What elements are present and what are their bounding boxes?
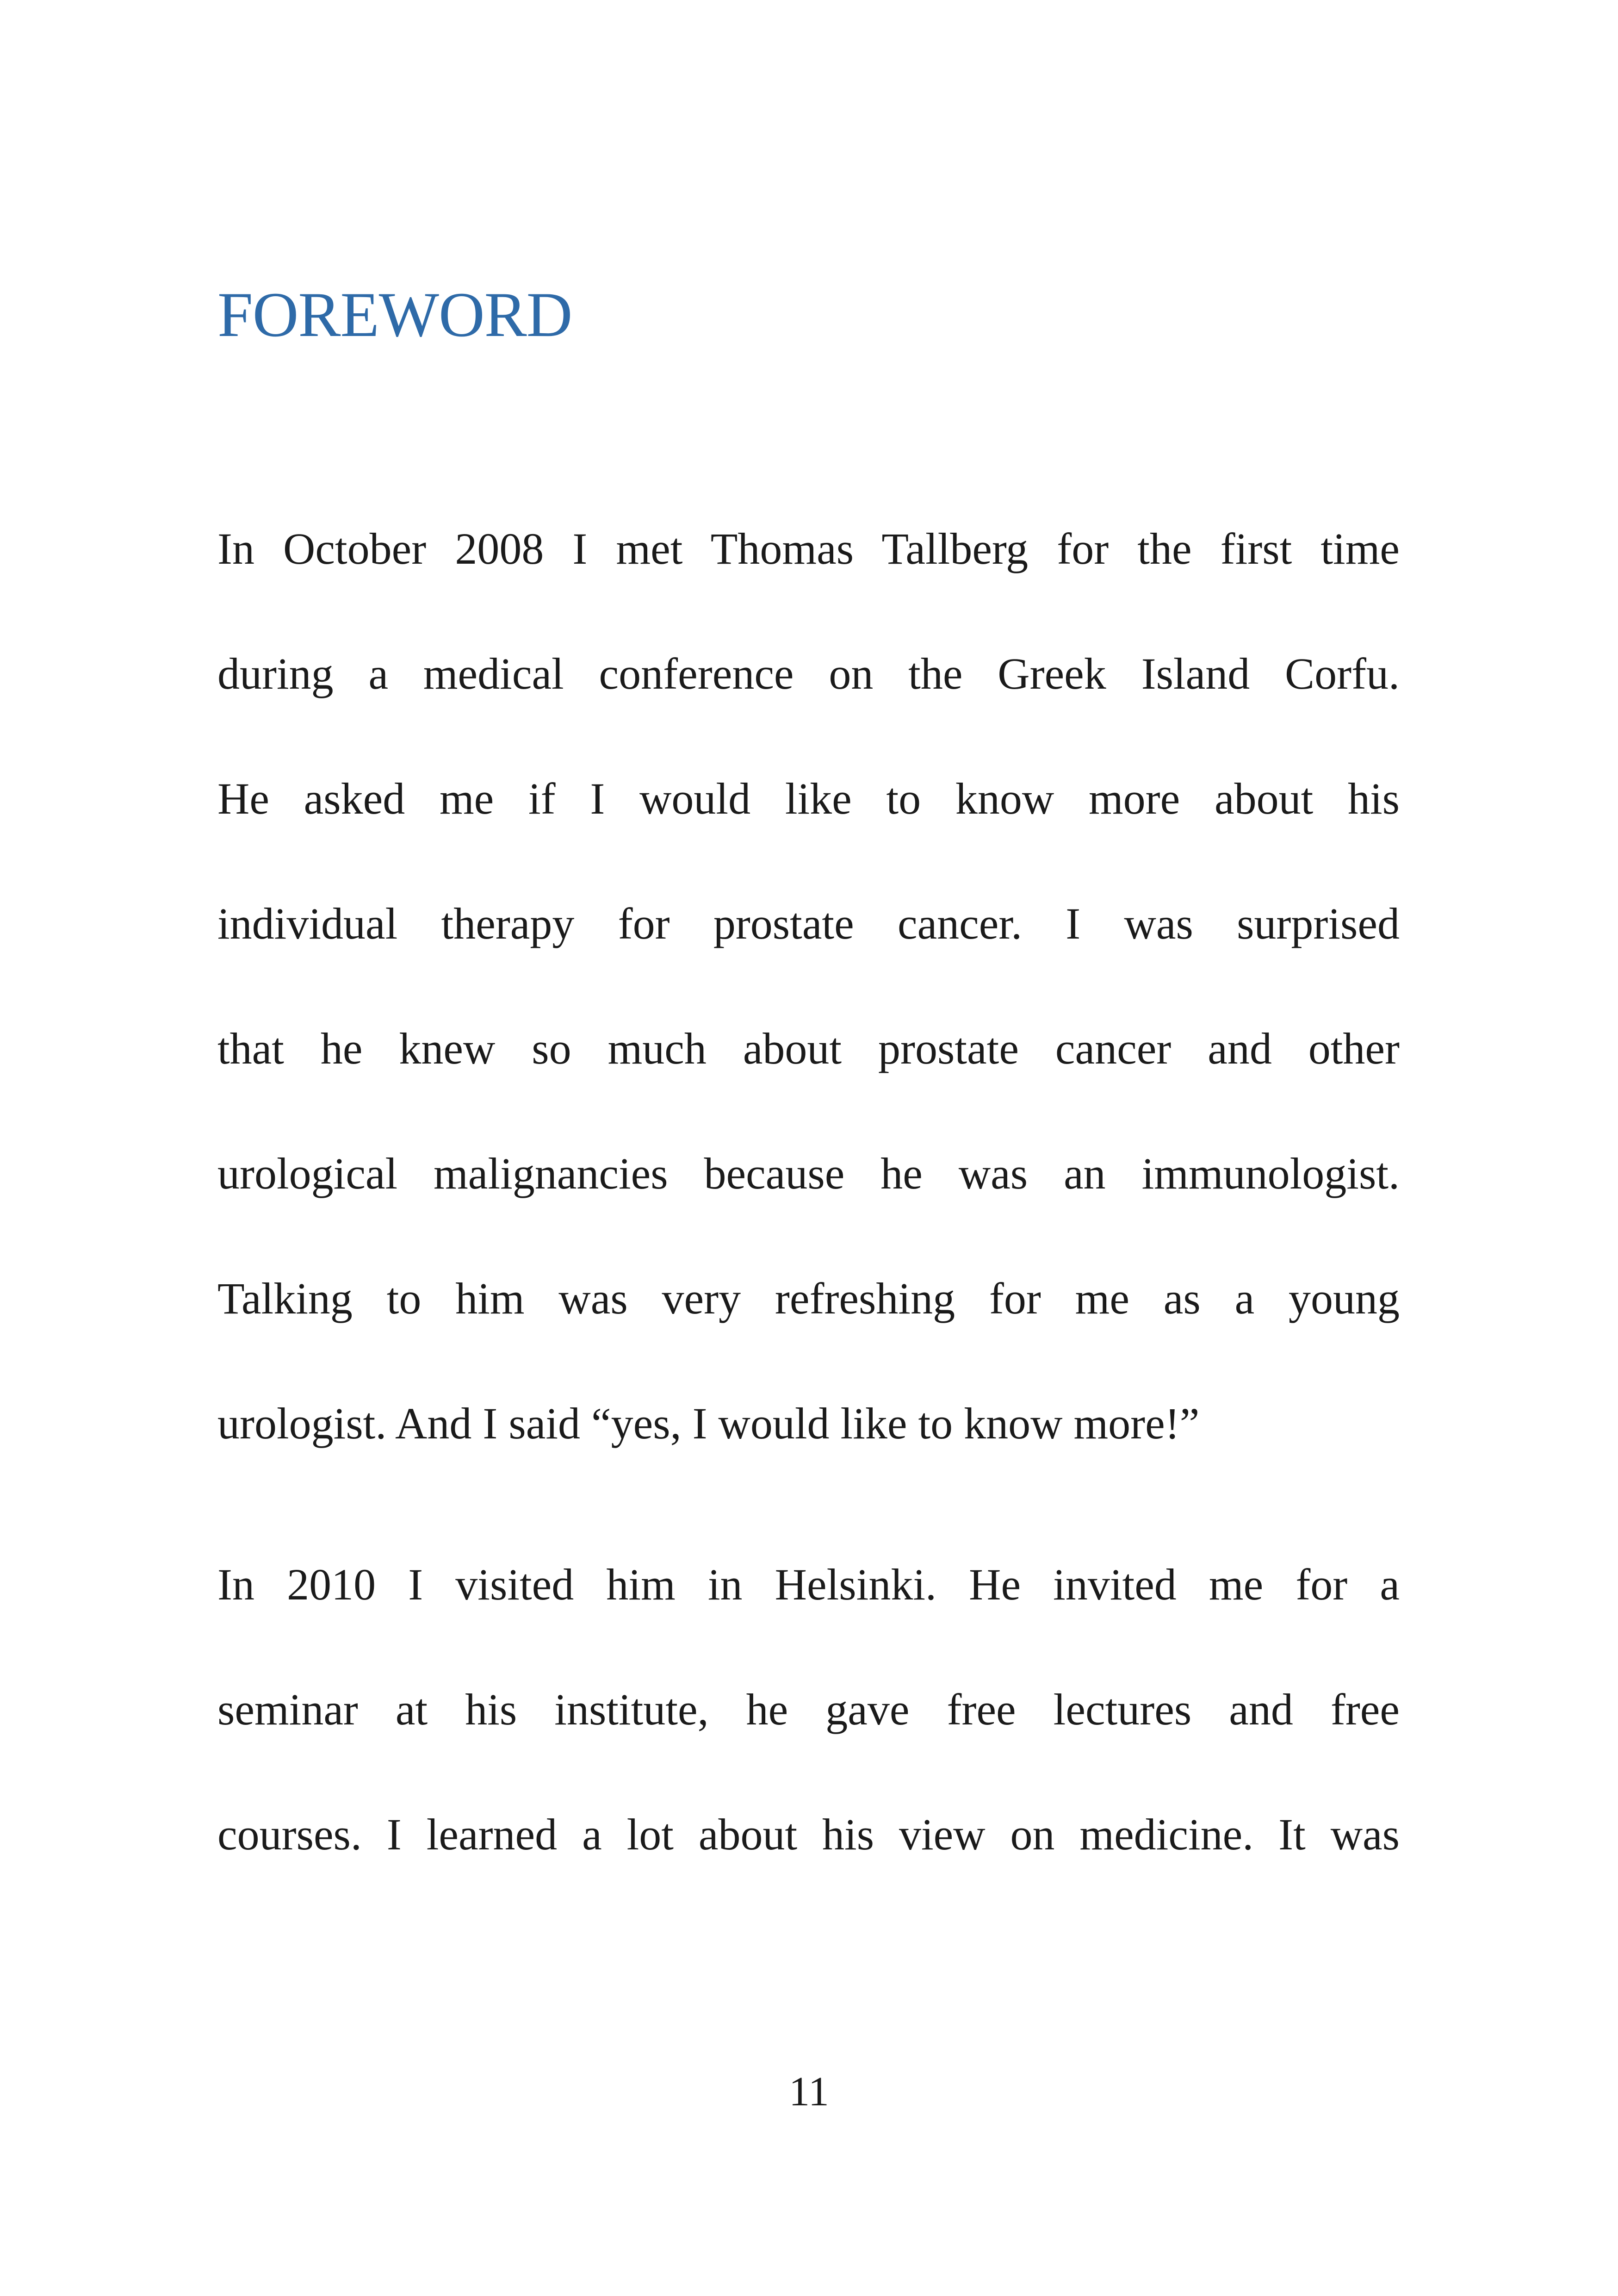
text-line: that he knew so much about prostate cancer and other xyxy=(217,1024,1400,1073)
text-line: He asked me if I would like to know more about his xyxy=(217,774,1400,823)
text-line: urological malignancies because he was an immunologist. xyxy=(217,1149,1400,1198)
paragraph xyxy=(217,1559,1400,1934)
text-line: individual therapy for prostate cancer. I was surprised xyxy=(217,899,1400,948)
paragraph xyxy=(217,523,1400,1523)
text-line: seminar at his institute, he gave free lectures and free xyxy=(217,1685,1400,1734)
chapter-heading: FOREWORD xyxy=(217,279,572,350)
page-number: 11 xyxy=(789,2069,829,2115)
text-line: Talking to him was very refreshing for me as a young xyxy=(217,1274,1400,1323)
text-line: courses. I learned a lot about his view on medicine. It was xyxy=(217,1810,1400,1859)
text-line: during a medical conference on the Greek Island Corfu. xyxy=(217,649,1400,698)
text-line: In 2010 I visited him in Helsinki. He invited me for a xyxy=(217,1560,1400,1609)
text-line: In October 2008 I met Thomas Tallberg for the first time xyxy=(217,524,1400,573)
text-line: urologist. And I said “yes, I would like to know more!” xyxy=(217,1399,1200,1448)
